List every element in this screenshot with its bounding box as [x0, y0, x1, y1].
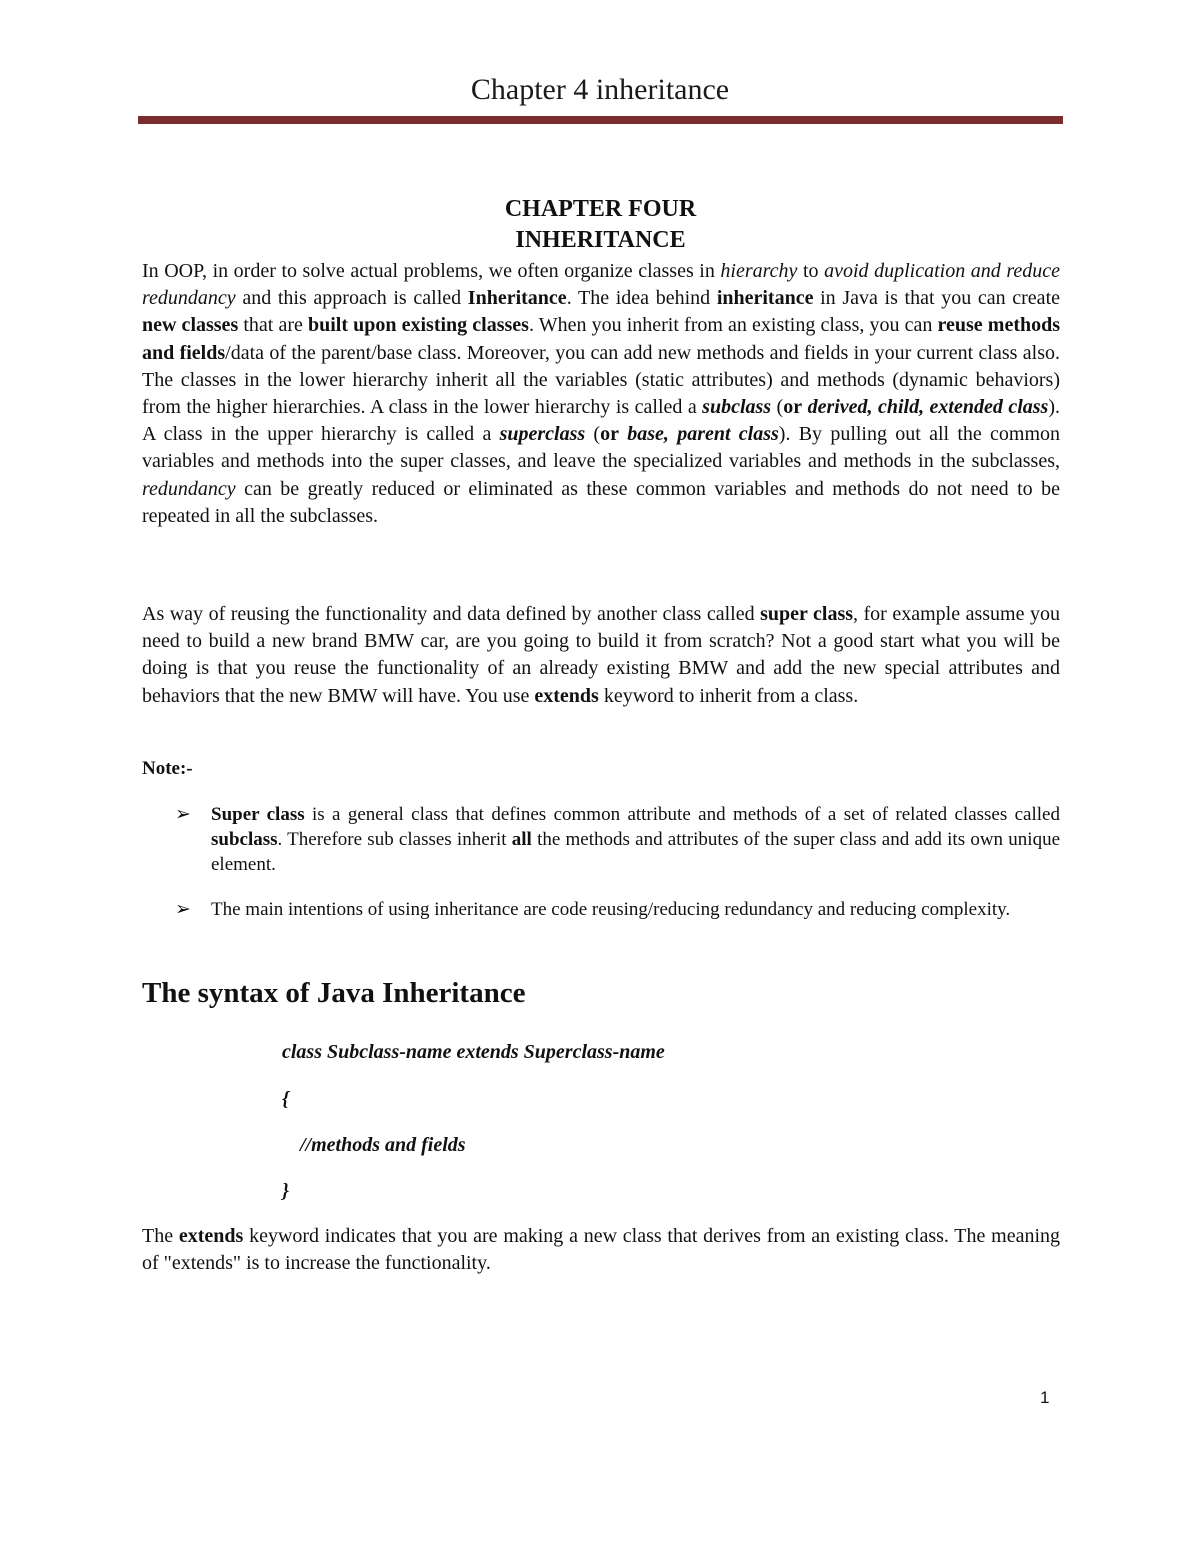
page-number: 1 — [1040, 1388, 1050, 1407]
text-run: The main intentions of using inheritance are code reusing/reducing redundancy and reducing complexity. — [211, 899, 1011, 920]
text-run: or — [600, 423, 619, 446]
note-bullet-text — [211, 899, 1010, 920]
chapter-titles — [138, 194, 1063, 256]
reuse-paragraph — [142, 601, 1060, 710]
syntax-code-line-comment: //methods and fields — [300, 1134, 466, 1156]
arrow-bullet-icon: ➢ — [175, 804, 191, 825]
text-run: The — [142, 1225, 179, 1247]
text-run: subclass — [702, 396, 772, 419]
text-run: . Therefore sub classes inherit — [277, 829, 512, 850]
text-run: . The idea behind — [566, 287, 717, 310]
arrow-bullet-icon: ➢ — [175, 899, 191, 920]
text-run: Super class — [211, 804, 305, 825]
text-run: and this approach is called — [235, 287, 468, 310]
text-run: or — [783, 396, 803, 419]
text-run: base, parent class — [627, 423, 779, 446]
text-run: that are — [238, 314, 308, 337]
note-bullet-superclass — [175, 802, 1060, 877]
text-run: new classes — [142, 314, 239, 337]
text-run: ). A class in the upper hierarchy is called a — [142, 396, 1060, 446]
text-run: , for example assume you need to build a new brand BMW car, are you going to build it from scratch? Not a good start what you will be doing is that you reuse the functionality of an already existing BMW and add the new special attributes and behaviors that the new BMW will have. You use — [142, 603, 1060, 707]
text-run: keyword to inherit from a class. — [598, 684, 859, 707]
text-run: ( — [585, 423, 601, 446]
note-bullet-list-2 — [175, 897, 1060, 922]
page-header-title: Chapter 4 inheritance — [470, 73, 730, 106]
syntax-section-heading: The syntax of Java Inheritance — [142, 977, 526, 1009]
text-run: derived, child, extended class — [807, 396, 1049, 419]
text-run: subclass — [211, 829, 278, 850]
text-run: avoid duplication and reduce redundancy — [142, 260, 1061, 310]
chapter-number-title: CHAPTER FOUR — [504, 196, 697, 222]
text-run: extends — [534, 684, 599, 707]
text-run: reuse methods and fields — [142, 314, 1061, 364]
text-run: inheritance — [716, 287, 814, 310]
note-bullet-text — [211, 804, 1060, 875]
note-bullet-intentions — [175, 897, 1060, 922]
text-run: built upon existing classes — [308, 314, 529, 337]
intro-paragraph — [142, 258, 1060, 530]
syntax-code-line-class: class Subclass-name extends Superclass-name — [282, 1041, 665, 1063]
header-rule — [138, 116, 1063, 124]
text-run: the methods and attributes of the super class and add its own unique element. — [211, 829, 1060, 875]
text-run: can be greatly reduced or eliminated as these common variables and methods do not need to be repeated in all the subclasses. — [142, 477, 1060, 527]
text-run: ). By pulling out all the common variables and methods into the super classes, and leave the specialized variables and methods in the subclasses, — [142, 423, 1061, 473]
extends-paragraph — [142, 1223, 1060, 1277]
note-label: Note:- — [142, 758, 193, 779]
text-run: redundancy — [142, 477, 236, 500]
text-run: to — [797, 260, 825, 282]
text-run: hierarchy — [720, 260, 798, 282]
text-run: Inheritance — [467, 287, 567, 310]
text-run: As way of reusing the functionality and data defined by another class called — [142, 603, 761, 625]
text-run: ( — [771, 396, 784, 419]
note-bullet-list-1 — [175, 802, 1060, 877]
text-run: is a general class that defines common attribute and methods of a set of related classes called — [304, 804, 1060, 825]
syntax-code-line-open-brace: { — [282, 1088, 289, 1110]
text-run: in Java is that you can create — [813, 287, 1060, 310]
text-run: /data of the parent/base class. Moreover, you can add new methods and fields in your current class also. The classes in the lower hierarchy inherit all the variables (static attributes) and methods (dynamic behaviors) from the higher hierarchies. A class in the lower hierarchy is called a — [142, 341, 1060, 419]
text-run: . When you inherit from an existing class, you can — [528, 314, 938, 337]
text-run: superclass — [499, 423, 586, 446]
text-run: super class — [760, 603, 854, 625]
syntax-code-line-close-brace: } — [282, 1180, 289, 1202]
text-run: all — [511, 829, 532, 850]
text-run: keyword indicates that you are making a new class that derives from an existing class. The meaning of "extends" is to increase the functionality. — [142, 1225, 1061, 1275]
text-run: In OOP, in order to solve actual problems, we often organize classes in — [142, 260, 721, 282]
chapter-topic-title: INHERITANCE — [515, 227, 686, 253]
text-run: extends — [178, 1225, 244, 1247]
